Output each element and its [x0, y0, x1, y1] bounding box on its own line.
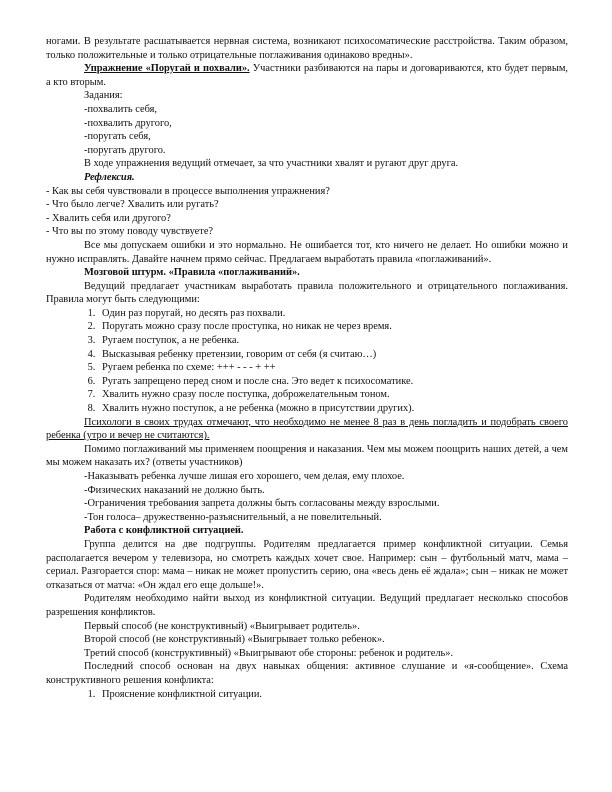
- paragraph-mistakes: Все мы допускаем ошибки и это нормально. Не ошибается тот, кто ничего не делает. Но ошибки можно и нужно исправлять. Давайте начнем прямо сейчас. Предлагаем выработать правила «поглаживаний».: [46, 239, 568, 265]
- question-item: - Что было легче? Хвалить или ругать?: [46, 199, 219, 211]
- question-item: - Хвалить себя или другого?: [46, 212, 171, 224]
- rule-item: 8. Хвалить нужно поступок, а не ребенка (можно в присутствии других).: [98, 402, 568, 416]
- rule-item: 3. Ругаем поступок, а не ребенка.: [98, 334, 568, 348]
- rule-item: 7. Хвалить нужно сразу после поступка, доброжелательным тоном.: [98, 388, 568, 402]
- rule-item: 4. Высказывая ребенку претензии, говорим от себя (я считаю…): [98, 348, 568, 362]
- task-item: -похвалить себя,: [84, 103, 158, 115]
- rule-item: 2. Поругать можно сразу после проступка, но никак не через время.: [98, 320, 568, 334]
- conflict-title: Работа с конфликтной ситуацией.: [84, 525, 244, 537]
- paragraph-exercise: [46, 62, 568, 89]
- steps-list: [46, 688, 568, 702]
- paragraph-last-method: Последний способ основан на двух навыках общения: активное слушание и «я-сообщение». Схема конструктивного решения конфликта:: [46, 661, 568, 686]
- task-item: -поругать себя,: [84, 131, 151, 143]
- rule-item: 1. Один раз поругай, но десять раз похвали.: [98, 307, 568, 321]
- question-item: - Что вы по этому поводу чувствуете?: [46, 226, 214, 238]
- reflection-label: Рефлексия.: [84, 171, 135, 183]
- rules-list: [46, 307, 568, 416]
- exercise-title: Упражнение «Поругай и похвали».: [84, 63, 250, 75]
- rule-item: 5. Ругаем ребенка по схеме: +++ - - - + ++: [98, 361, 568, 375]
- tasks-label: Задания:: [84, 90, 123, 102]
- paragraph-stroking-harm: ногами. В результате расшатывается нервная система, возникают психосоматические расстройства. Таким образом, только положительные и только отрицательные поглаживания одинаково вредны».: [46, 36, 568, 61]
- document-body: [46, 35, 568, 701]
- punishment-item: -Наказывать ребенка лучше лишая его хорошего, чем делая, ему плохое.: [84, 471, 405, 482]
- paragraph-rules-intro: Ведущий предлагает участникам выработать правила положительного и отрицательного поглаживания. Правила могут быть следующими:: [46, 280, 568, 306]
- exercise-text: Участники разбиваются на пары и договариваются, кто будет первым, а кто вторым.: [46, 63, 568, 88]
- psychologists-note: Психологи в своих трудах отмечают, что необходимо не менее 8 раз в день погладить и подобрать своего ребенка (утро и вечер не считаются).: [46, 416, 568, 442]
- rule-item: 6. Ругать запрещено перед сном и после сна. Это ведет к психосоматике.: [98, 375, 568, 389]
- way-item: Первый способ (не конструктивный) «Выигрывает родитель».: [84, 620, 360, 632]
- paragraph-parents: Родителям необходимо найти выход из конфликтной ситуации. Ведущий предлагает несколько способов разрешения конфликтов.: [46, 593, 568, 618]
- task-item: -похвалить другого,: [84, 117, 172, 129]
- paragraph-conflict: Группа делится на две подгруппы. Родителям предлагается пример конфликтной ситуации. Семья располагается вечером у телевизора, но смотреть каждых хочет свое. Например: сын – футбольный матч, мама – сериал. Разгорается спор: мама – никак не может пропустить серию, она «весь день её ждала»; сын – никак не может отказаться от матча: «Он ждал его еще дольше!».: [46, 538, 568, 591]
- way-item: Второй способ (не конструктивный) «Выигрывает только ребенок».: [84, 634, 385, 646]
- brainstorm-title: Мозговой штурм. «Правила «поглаживаний».: [84, 267, 300, 279]
- way-item: Третий способ (конструктивный) «Выигрывают обе стороны: ребенок и родитель».: [84, 647, 454, 659]
- paragraph-encouragement: Помимо поглаживаний мы применяем поощрения и наказания. Чем мы можем поощрить наших детей, а чем мы можем наказать их? (ответы участников): [46, 443, 568, 469]
- task-item: -поругать другого.: [84, 144, 166, 156]
- step-item: 1. Прояснение конфликтной ситуации.: [98, 688, 568, 702]
- question-item: - Как вы себя чувствовали в процессе выполнения упражнения?: [46, 185, 330, 197]
- punishment-item: -Тон голоса– дружественно-разъяснительный, а не повелительный.: [84, 511, 382, 523]
- punishment-item: -Физических наказаний не должно быть.: [84, 484, 265, 496]
- punishment-item: -Ограничения требования запрета должны быть согласованы между взрослыми.: [84, 498, 440, 510]
- paragraph-exercise-end: В ходе упражнения ведущий отмечает, за что участники хвалят и ругают друг друга.: [84, 158, 459, 170]
